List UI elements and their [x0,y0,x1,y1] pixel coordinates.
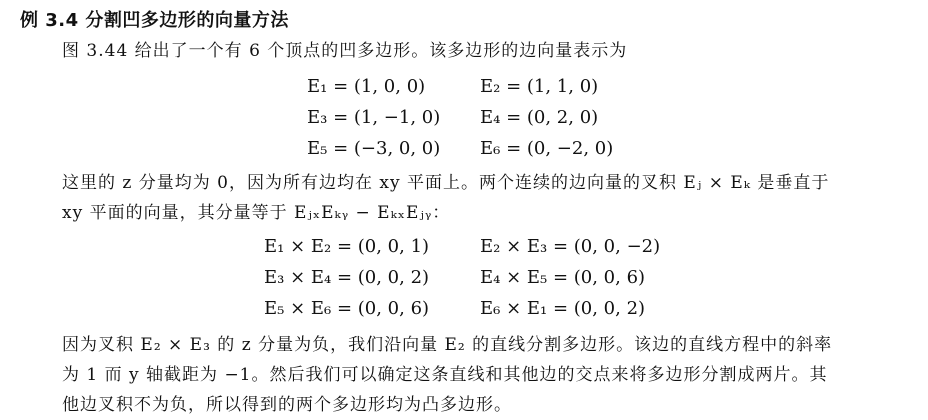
intro-paragraph: 图 3.44 给出了一个有 6 个顶点的凹多边形。该多边形的边向量表示为 [62,41,628,61]
cross-product-e2-e3: E₂ × E₃ = (0, 0, −2) [480,236,661,257]
conclusion-line-3: 他边叉积不为负，所以得到的两个多边形均为凸多边形。 [62,395,512,415]
cross-product-e6-e1: E₆ × E₁ = (0, 0, 2) [480,298,646,319]
cross-product-e1-e2: E₁ × E₂ = (0, 0, 1) [264,236,430,257]
example-title: 例 3.4 分割凹多边形的向量方法 [20,10,289,31]
middle-line-2: xy 平面的向量，其分量等于 EⱼₓEₖᵧ − EₖₓEⱼᵧ： [62,203,451,223]
edge-vector-e5: E₅ = (−3, 0, 0) [307,138,441,159]
cross-product-e5-e6: E₅ × E₆ = (0, 0, 6) [264,298,430,319]
cross-product-e3-e4: E₃ × E₄ = (0, 0, 2) [264,267,430,288]
middle-line-1: 这里的 z 分量均为 0，因为所有边均在 xy 平面上。两个连续的边向量的叉积 Eⱼ × Eₖ 是垂直于 [62,173,830,193]
edge-vector-e4: E₄ = (0, 2, 0) [480,107,599,128]
edge-vector-e6: E₆ = (0, −2, 0) [480,138,614,159]
conclusion-paragraph [62,330,832,420]
edge-vector-e3: E₃ = (1, −1, 0) [307,107,441,128]
edge-vector-e2: E₂ = (1, 1, 0) [480,76,599,97]
middle-paragraph [62,168,829,228]
cross-product-e4-e5: E₄ × E₅ = (0, 0, 6) [480,267,646,288]
conclusion-line-2: 为 1 而 y 轴截距为 −1。然后我们可以确定这条直线和其他边的交点来将多边形分割成两片。其 [62,365,828,385]
edge-vector-e1: E₁ = (1, 0, 0) [307,76,426,97]
conclusion-line-1: 因为叉积 E₂ × E₃ 的 z 分量为负，我们沿向量 E₂ 的直线分割多边形。该边的直线方程中的斜率 [62,335,833,355]
